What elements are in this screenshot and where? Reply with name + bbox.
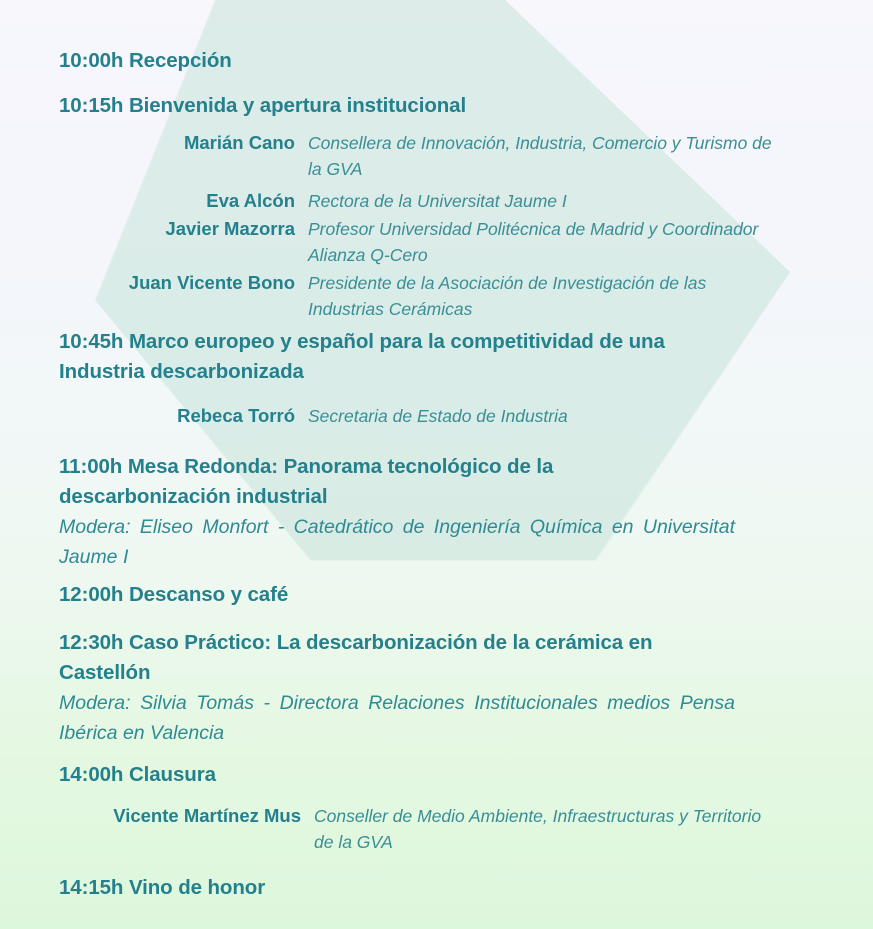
speaker-row	[59, 403, 773, 429]
speaker-role: Consellera de Innovación, Industria, Comercio y Turismo de la GVA	[308, 133, 772, 179]
agenda-heading-vino: 14:15h Vino de honor	[59, 876, 266, 899]
speaker-name: Vicente Martínez Mus	[113, 805, 301, 826]
agenda-heading-mesa-redonda: 11:00h Mesa Redonda: Panorama tecnológico de la descarbonización industrial	[59, 455, 554, 508]
speaker-role: Presidente de la Asociación de Investigación de las Industrias Cerámicas	[308, 273, 707, 319]
speaker-row	[59, 270, 773, 322]
agenda-heading-descanso: 12:00h Descanso y café	[59, 583, 289, 606]
speaker-row	[59, 188, 773, 214]
speaker-role: Secretaria de Estado de Industria	[308, 406, 568, 426]
speaker-name: Marián Cano	[183, 132, 295, 153]
agenda-heading-caso-practico: 12:30h Caso Práctico: La descarbonización de la cerámica en Castellón	[59, 631, 653, 684]
agenda-moderator-mesa-redonda: Modera: Eliseo Monfort - Catedrático de Ingeniería Química en Universitat Jaume I	[59, 516, 735, 568]
speaker-role: Conseller de Medio Ambiente, Infraestructuras y Territorio de la GVA	[314, 806, 762, 852]
agenda-heading-bienvenida: 10:15h Bienvenida y apertura institucional	[59, 94, 467, 117]
agenda-heading-clausura: 14:00h Clausura	[59, 763, 216, 786]
speaker-name: Eva Alcón	[206, 190, 295, 211]
agenda-heading-marco-europeo: 10:45h Marco europeo y español para la competitividad de una Industria descarbonizada	[59, 330, 665, 383]
speaker-row	[59, 216, 773, 268]
speaker-name: Juan Vicente Bono	[128, 272, 295, 293]
speaker-row	[59, 803, 773, 855]
speaker-role: Profesor Universidad Politécnica de Madrid y Coordinador Alianza Q-Cero	[308, 219, 759, 265]
speaker-row	[59, 130, 773, 182]
speaker-name: Rebeca Torró	[177, 405, 295, 426]
agenda-moderator-caso-practico: Modera: Silvia Tomás - Directora Relaciones Institucionales medios Pensa Ibérica en Valencia	[59, 692, 735, 744]
agenda-heading-recepcion: 10:00h Recepción	[59, 49, 232, 72]
speaker-role: Rectora de la Universitat Jaume I	[308, 191, 567, 211]
speaker-name: Javier Mazorra	[165, 218, 295, 239]
